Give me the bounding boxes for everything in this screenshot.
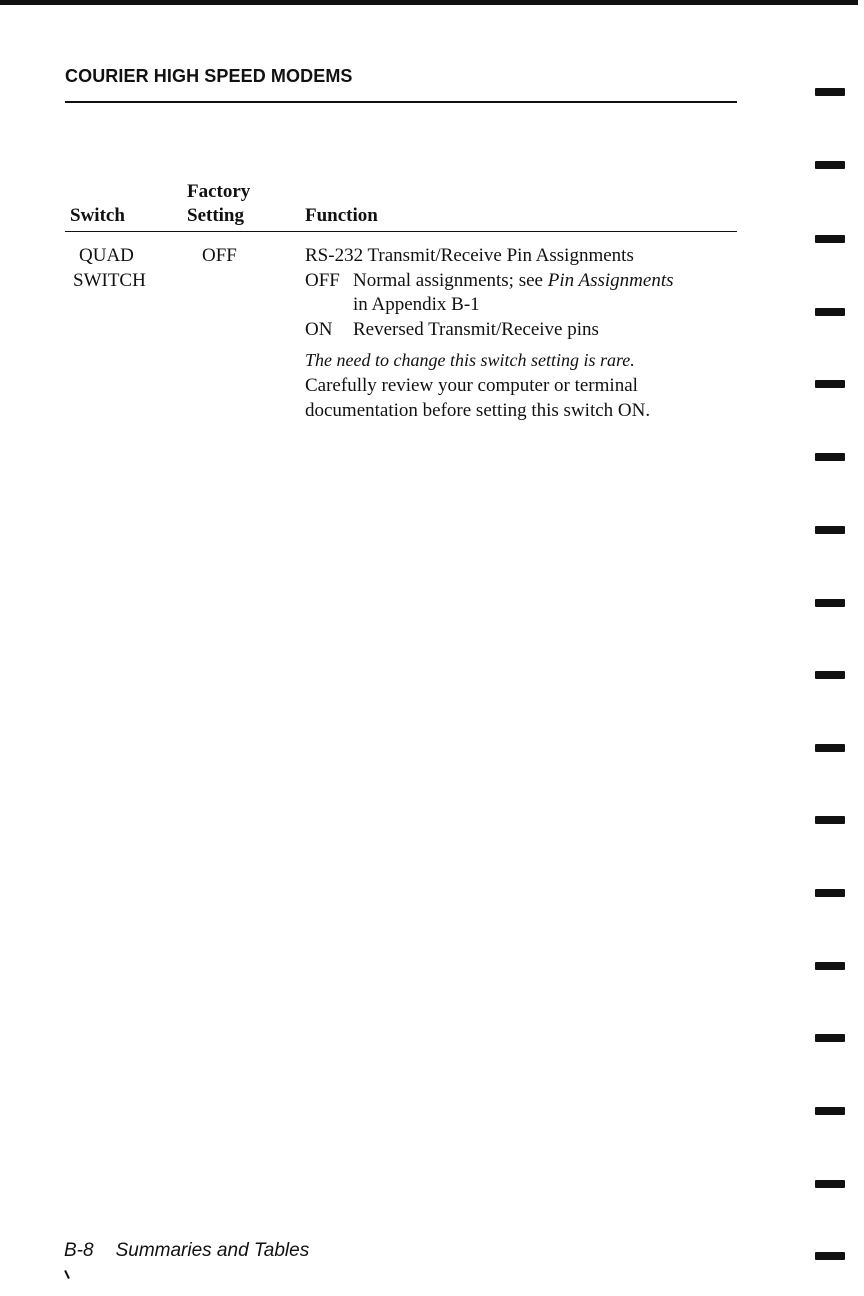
column-header-factory: Factory: [187, 181, 251, 202]
footer-mark: [64, 1270, 70, 1279]
switch-name-line1: QUAD: [79, 245, 134, 266]
off-option-text-plain: Normal assignments; see: [353, 270, 548, 291]
footer-section-title: Summaries and Tables: [115, 1240, 310, 1261]
off-option-text: [353, 268, 674, 293]
header-rule: [65, 101, 737, 103]
column-header-function: Function: [305, 205, 378, 226]
edge-tab-mark: [815, 816, 845, 824]
off-option-text-line2: in Appendix B-1: [353, 294, 480, 315]
rare-change-note: The need to change this switch setting is rare.: [305, 350, 635, 370]
edge-tab-mark: [815, 380, 845, 388]
off-option-label: OFF: [305, 270, 340, 291]
top-border-rule: [0, 0, 858, 5]
on-option-text: Reversed Transmit/Receive pins: [353, 319, 599, 340]
edge-tab-mark: [815, 88, 845, 96]
factory-setting-value: OFF: [202, 245, 237, 266]
page-footer: [64, 1240, 309, 1262]
page-number: B-8: [64, 1240, 94, 1261]
edge-tab-mark: [815, 1034, 845, 1042]
running-header: COURIER HIGH SPEED MODEMS: [65, 66, 353, 86]
edge-tab-mark: [815, 161, 845, 169]
edge-tab-mark: [815, 526, 845, 534]
caution-note-line1: Carefully review your computer or terminal: [305, 375, 638, 396]
table-header-rule: [65, 231, 737, 232]
edge-tab-mark: [815, 671, 845, 679]
edge-tab-mark: [815, 889, 845, 897]
column-header-setting: Setting: [187, 205, 244, 226]
edge-tab-mark: [815, 1107, 845, 1115]
edge-tab-mark: [815, 962, 845, 970]
caution-note-line2: documentation before setting this switch ON.: [305, 400, 651, 421]
pin-assignments-reference: Pin Assignments: [547, 270, 674, 291]
switch-name-line2: SWITCH: [73, 270, 146, 291]
edge-tab-mark: [815, 744, 845, 752]
edge-tab-mark: [815, 453, 845, 461]
column-header-switch: Switch: [70, 205, 125, 226]
on-option-label: ON: [305, 319, 333, 340]
edge-tab-mark: [815, 235, 845, 243]
edge-tab-mark: [815, 1180, 845, 1188]
edge-tab-mark: [815, 599, 845, 607]
edge-tab-mark: [815, 308, 845, 316]
function-title: RS-232 Transmit/Receive Pin Assignments: [305, 245, 634, 266]
edge-tab-mark: [815, 1252, 845, 1260]
